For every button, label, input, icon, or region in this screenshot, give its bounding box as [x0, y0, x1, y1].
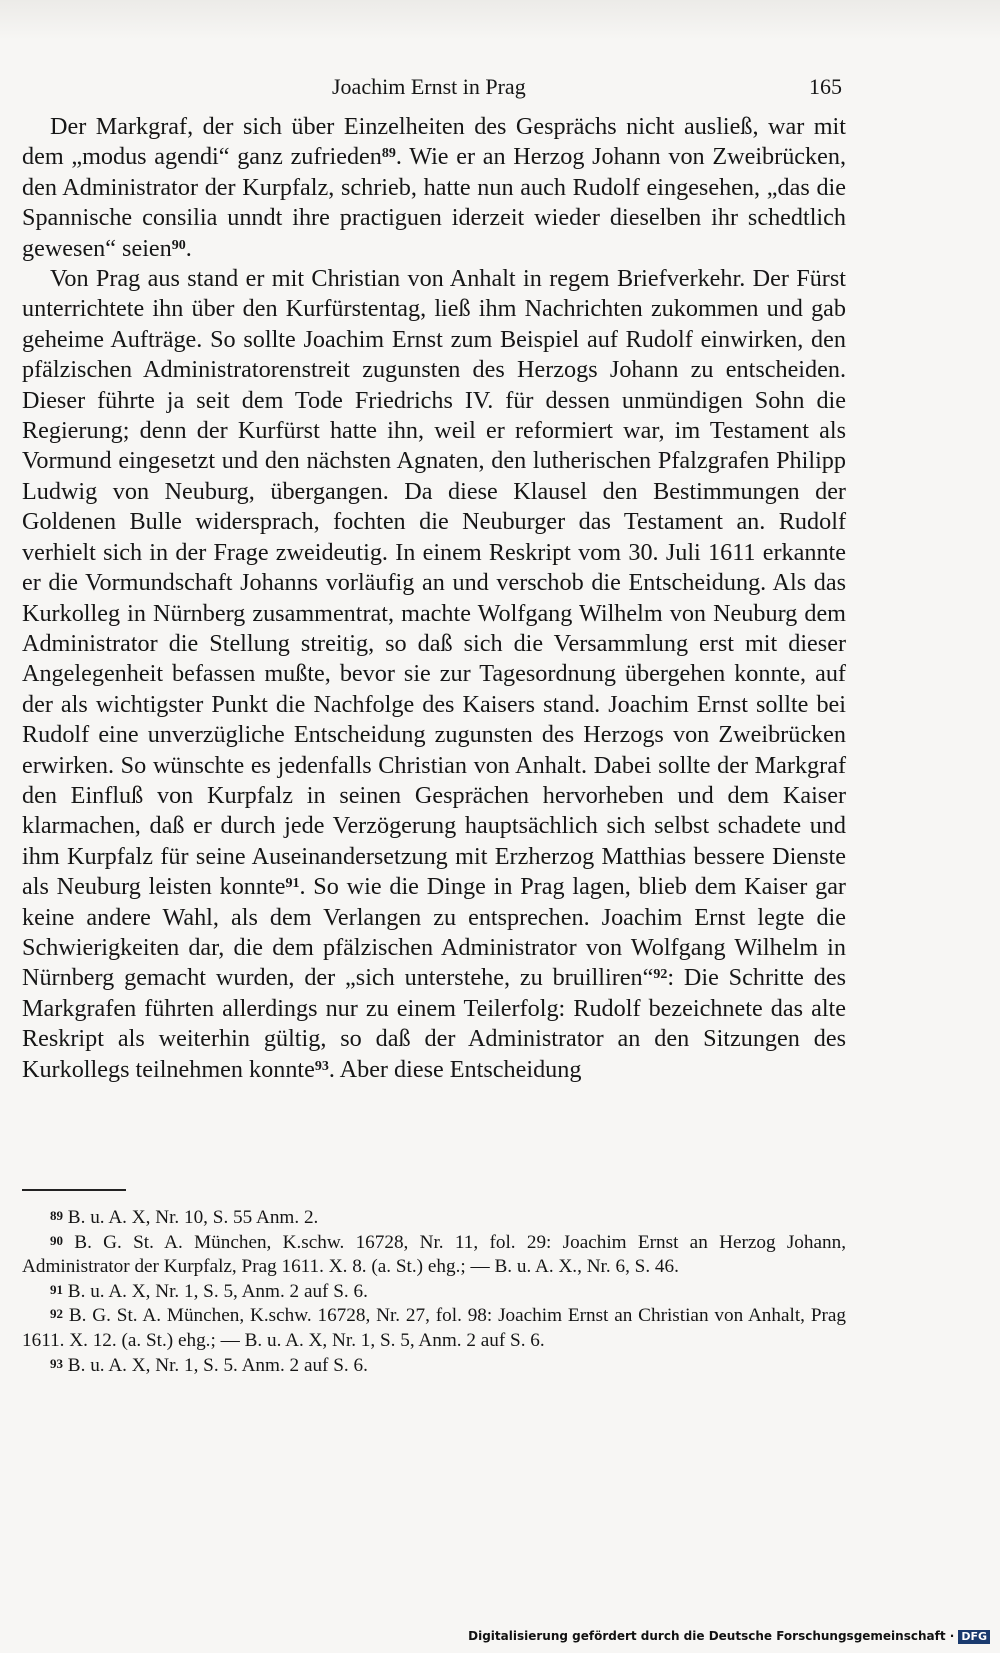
body-paragraph	[22, 112, 846, 264]
text-run: . Wie er an Herzog Johann von Zweibrücken, den Administrator der Kurpfalz, schrieb, hatte nun auch Rudolf eingesehen, „das die Spannische consilia unndt ihre practiguen iderzeit wieder dieselben ihr schedtlich gewesen“ seien	[22, 143, 846, 262]
digitization-credit	[468, 1629, 990, 1645]
footnote-text: B. u. A. X, Nr. 1, S. 5. Anm. 2 auf S. 6.	[63, 1354, 368, 1376]
footnote	[22, 1354, 846, 1379]
footnote-number: 91	[50, 1281, 63, 1297]
footnote-text: B. u. A. X, Nr. 10, S. 55 Anm. 2.	[63, 1207, 319, 1228]
body-paragraph	[22, 264, 846, 1085]
footnote-number: 92	[50, 1306, 63, 1322]
page-number: 165	[809, 74, 842, 99]
footnote	[22, 1304, 846, 1353]
text-run: . Aber diese Entscheidung	[328, 1055, 582, 1083]
text-run: : Die Schritte des Markgrafen führten allerdings nur zu einem Teilerfolg: Rudolf bezeichnete das alte Reskript als weiterhin gültig, so daß der Administrator an den Sitzungen des Kurkollegs teilnehmen konnte	[22, 964, 846, 1083]
running-title: Joachim Ernst in Prag	[332, 74, 526, 99]
footnote	[22, 1231, 846, 1280]
text-run: Der Markgraf, der sich über Einzelheiten des Gesprächs nicht ausließ, war mit dem „modus agendi“ ganz zufrieden	[22, 113, 846, 171]
footnote-reference[interactable]: 90	[171, 237, 186, 253]
footnote-text: B. G. St. A. München, K.schw. 16728, Nr. 27, fol. 98: Joachim Ernst an Christian von Anhalt, Prag 1611. X. 12. (a. St.) ehg.; — B. u. A. X, Nr. 1, S. 5, Anm. 2 auf S. 6.	[22, 1305, 846, 1351]
digitization-credit-text: Digitalisierung gefördert durch die Deutsche Forschungsgemeinschaft ·	[468, 1629, 955, 1643]
footnote-reference[interactable]: 89	[381, 146, 396, 162]
footnote-reference[interactable]: 92	[653, 967, 668, 983]
footnote-number: 93	[50, 1355, 63, 1371]
text-run: . So wie die Dinge in Prag lagen, blieb dem Kaiser gar keine andere Wahl, als dem Verlangen zu entsprechen. Joachim Ernst legte die Schwierigkeiten dar, die dem pfälzischen Administrator von Wolfgang Wilhelm in Nürnberg gemacht wurden, der „sich unterstehe, zu bruilliren“	[22, 873, 846, 992]
footnote-reference[interactable]: 93	[314, 1058, 329, 1074]
footnote-number: 89	[50, 1208, 63, 1223]
footnote-text: B. u. A. X, Nr. 1, S. 5, Anm. 2 auf S. 6.	[63, 1280, 368, 1302]
body-text	[22, 112, 846, 1085]
footnotes	[22, 1206, 846, 1378]
footnote-separator	[22, 1189, 126, 1191]
dfg-logo: DFG	[958, 1630, 990, 1644]
footnote-text: B. G. St. A. München, K.schw. 16728, Nr. 11, fol. 29: Joachim Ernst an Herzog Johann, Administrator der Kurpfalz, Prag 1611. X. 8. (a. St.) ehg.; — B. u. A. X., Nr. 6, S. 46.	[22, 1231, 846, 1278]
text-run: Von Prag aus stand er mit Christian von Anhalt in regem Briefverkehr. Der Fürst unterrichtete ihn über den Kurfürstentag, ließ ihm Nachrichten zukommen und gab geheime Aufträge. So sollte Joachim Ernst zum Beispiel auf Rudolf einwirken, den pfälzischen Administratorenstreit zugunsten des Herzogs Johann zu entscheiden. Dieser führte ja seit dem Tode Friedrichs IV. für dessen unmündigen Sohn die Regierung; denn der Kurfürst hatte ihn, weil er reformiert war, im Testament als Vormund eingesetzt und den nächsten Agnaten, den lutherischen Pfalzgrafen Philipp Ludwig von Neuburg, übergangen. Da diese Klausel den Bestimmungen der Goldenen Bulle widersprach, fochten die Neuburger das Testament an. Rudolf verhielt sich in der Frage zweideutig. In einem Reskript vom 30. Juli 1611 erkannte er die Vormundschaft Johanns vorläufig an und verschob die Entscheidung. Als das Kurkolleg in Nürnberg zusammentrat, machte Wolfgang Wilhelm von Neuburg dem Administrator die Stellung streitig, so daß sich die Versammlung erst mit dieser Angelegenheit befassen mußte, bevor sie zur Tagesordnung übergehen konnte, auf der als wichtigster Punkt die Nachfolge des Kaisers stand. Joachim Ernst sollte bei Rudolf eine unverzügliche Entscheidung zugunsten des Herzogs von Zweibrücken erwirken. So wünschte es jedenfalls Christian von Anhalt. Dabei sollte der Markgraf den Einfluß von Kurpfalz in seinen Gesprächen hervorheben und dem Kaiser klarmachen, daß er durch jede Verzögerung hauptsächlich sich selbst schadete und ihm Kurpfalz für seine Auseinandersetzung mit Erzherzog Matthias bessere Dienste als Neuburg leisten konnte	[22, 265, 846, 901]
footnote	[22, 1206, 846, 1231]
footnote	[22, 1280, 846, 1305]
footnote-reference[interactable]: 91	[285, 876, 300, 892]
scan-edge-shading	[0, 0, 1000, 40]
text-run: .	[185, 234, 192, 262]
running-head	[22, 74, 842, 104]
footnote-number: 90	[50, 1232, 63, 1248]
